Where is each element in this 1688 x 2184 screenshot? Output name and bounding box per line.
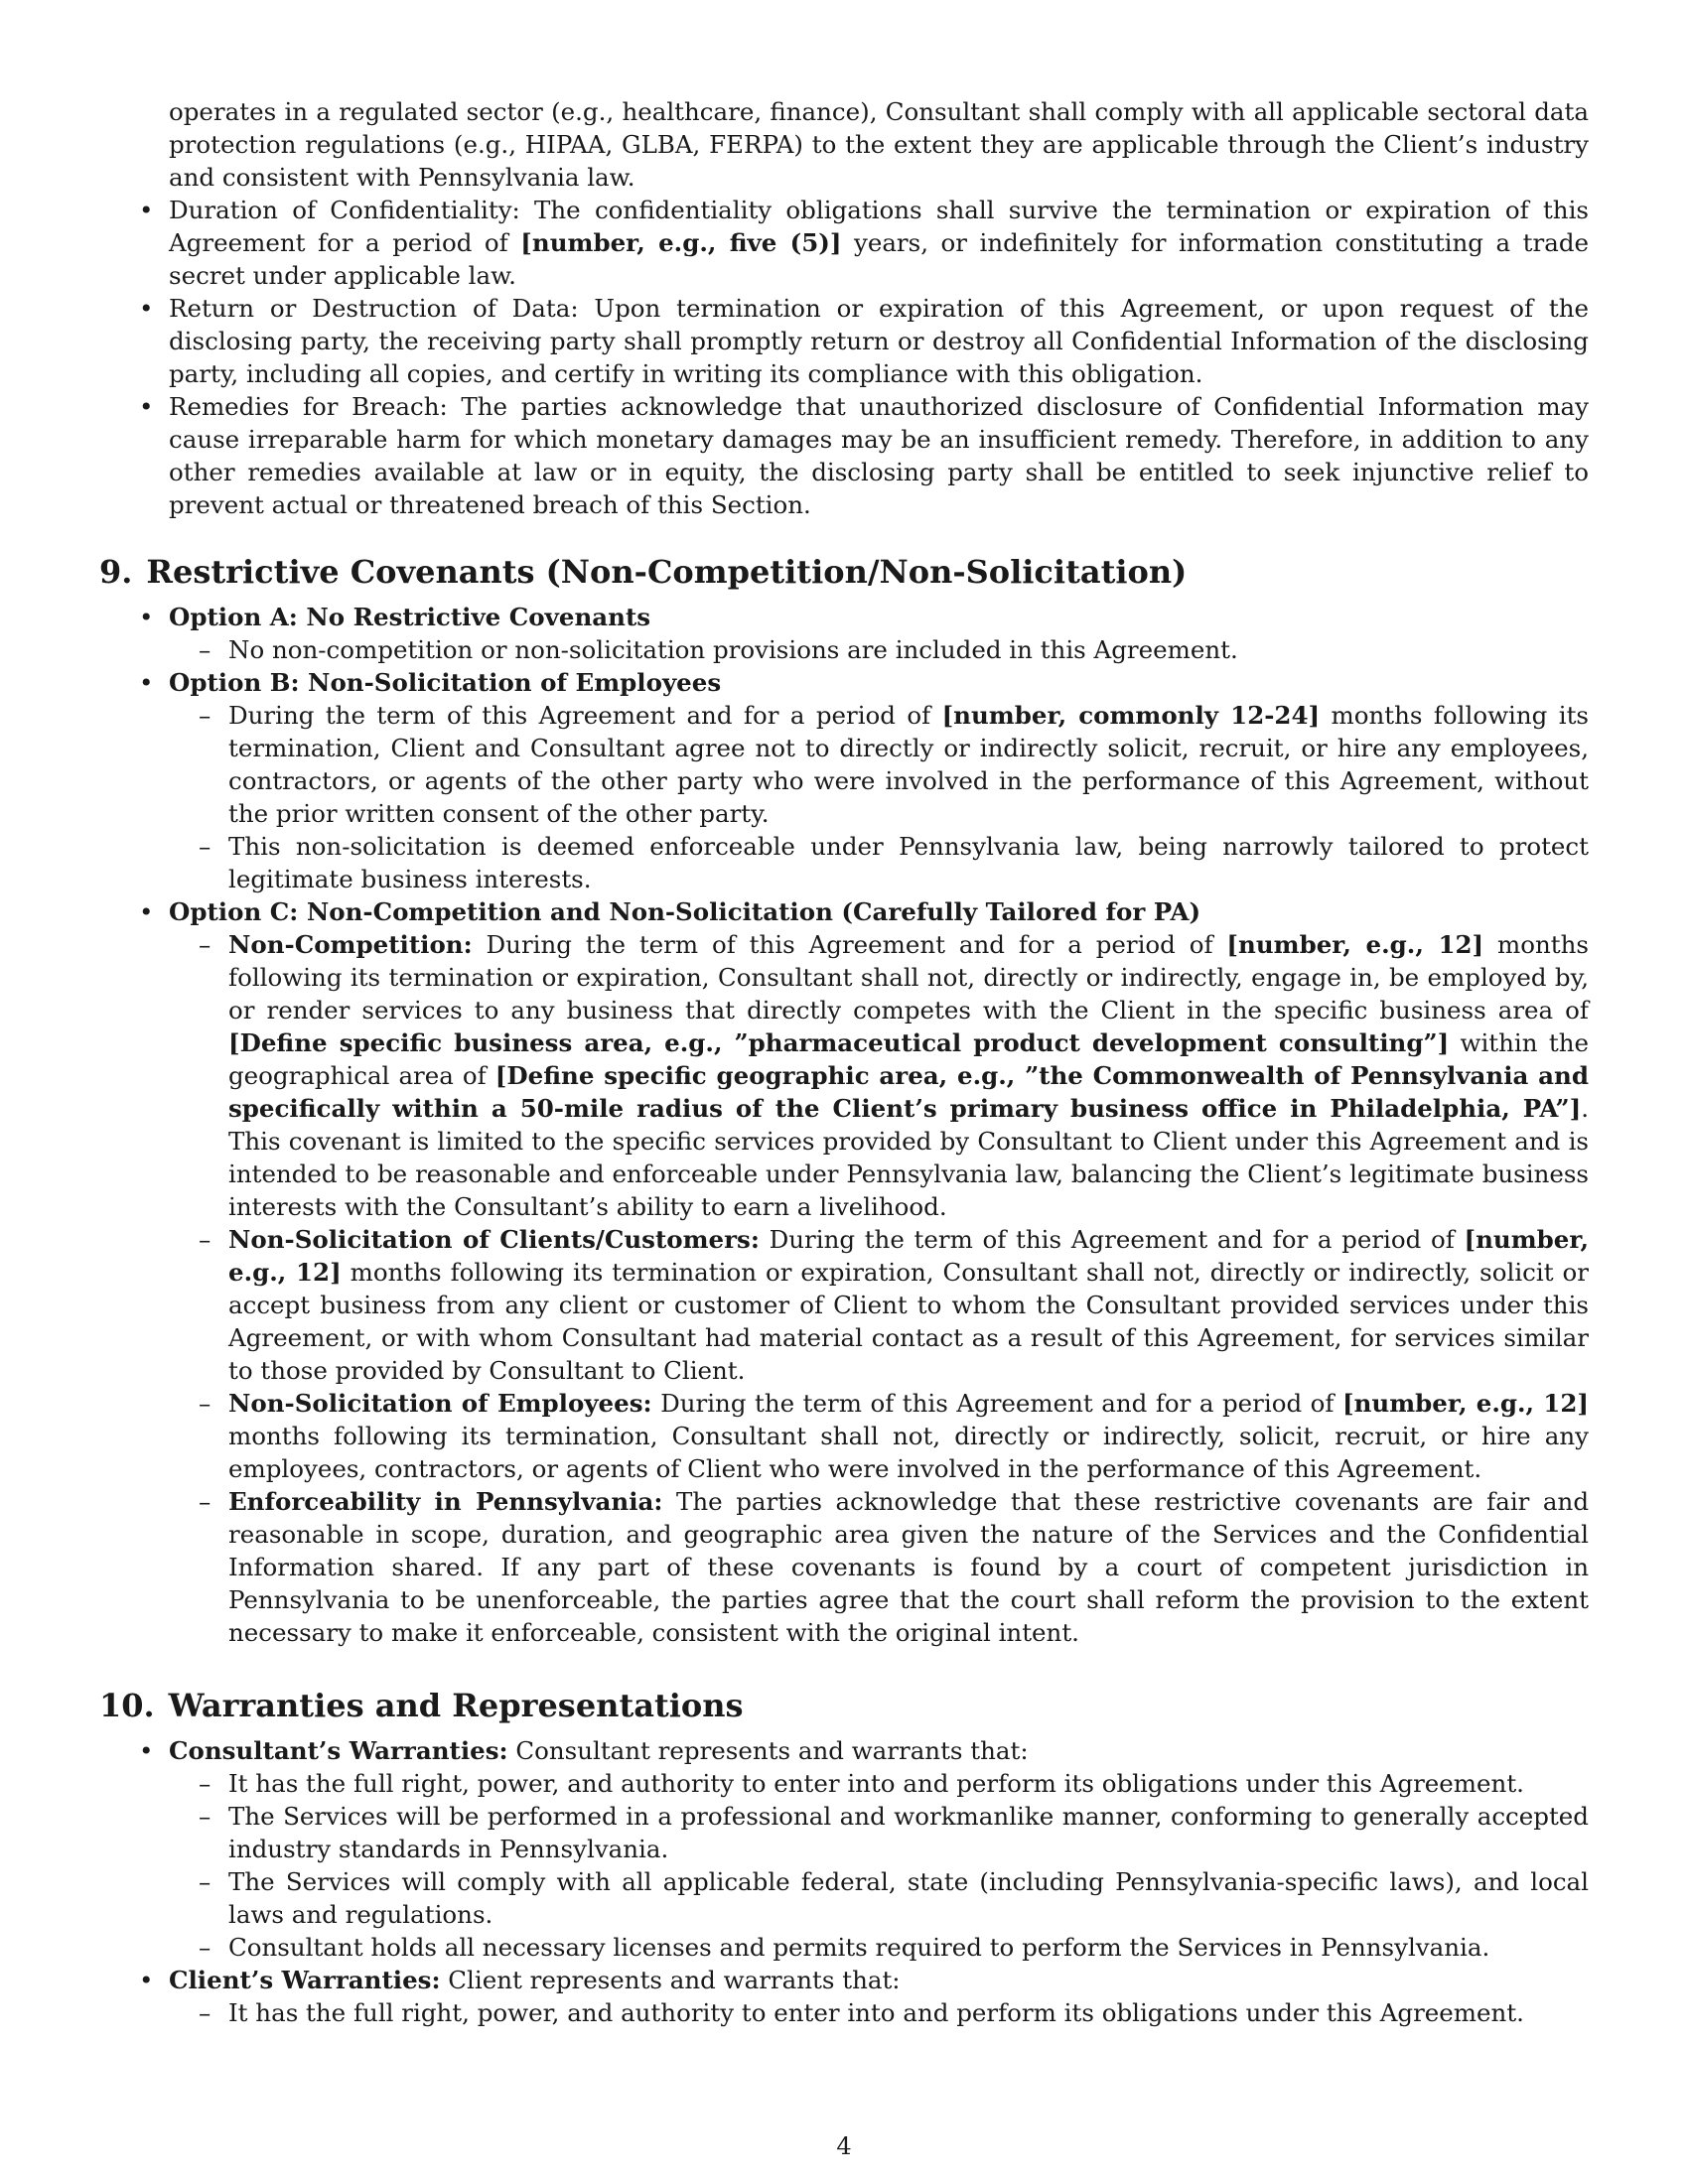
list-item: – Consultant holds all necessary licenses and permits required to perform the Services in Pennsylvania. xyxy=(228,1931,1589,1964)
option-a xyxy=(169,601,1589,666)
confidentiality-continuation: operates in a regulated sector (e.g., healthcare, finance), Consultant shall comply with all applicable sectoral data protection regulations (e.g., HIPAA, GLBA, FERPA) to the extent they are applicable through the Client’s industry and consistent with Pennsylvania law. xyxy=(169,97,1589,192)
list-item-duration: • Duration of Confidentiality: The confidentiality obligations shall survive the termination or expiration of this Agreement for a period of [number, e.g., five (5)] years, or indefinitely for information constituting a trade secret under applicable law. xyxy=(169,194,1589,292)
option-a-title: Option A: No Restrictive Covenants xyxy=(169,603,651,631)
list-item: – The Services will be performed in a professional and workmanlike manner, conforming to generally accepted industry standards in Pennsylvania. xyxy=(228,1800,1589,1865)
option-c-non-solicitation-employees: – Non-Solicitation of Employees: During the term of this Agreement and for a period of [number, e.g., 12] months following its termination, Consultant shall not, directly or indirectly, solicit, recruit, or hire any employees, contractors, or agents of Client who were involved in the performance of this Agreement. xyxy=(228,1387,1589,1485)
option-b-item: – This non-solicitation is deemed enforceable under Pennsylvania law, being narrowly tailored to protect legitimate business interests. xyxy=(228,830,1589,895)
option-c-non-competition: – Non-Competition: During the term of this Agreement and for a period of [number, e.g., 12] months following its termination or expiration, Consultant shall not, directly or indirectly, engage in, be employed by, or render services to any business that directly competes with the Client in the specific business area of [Define specific business area, e.g., ”pharmaceutical product development consulting”] within the geographical area of [Define specific geographic area, e.g., ”the Commonwealth of Pennsylvania and specifically within a 50-mile radius of the Client’s primary business office in Philadelphia, PA”]. This covenant is limited to the specific services provided by Consultant to Client under this Agreement and is intended to be reasonable and enforceable under Pennsylvania law, balancing the Client’s legitimate business interests with the Consultant’s ability to earn a livelihood. xyxy=(228,928,1589,1223)
section-9-options xyxy=(99,601,1589,1649)
option-b-item: – During the term of this Agreement and for a period of [number, commonly 12-24] months following its termination, Client and Consultant agree not to directly or indirectly solicit, recruit, or hire any employees, contractors, or agents of the other party who were involved in the performance of this Agreement, without the prior written consent of the other party. xyxy=(228,699,1589,830)
section-10-warranties xyxy=(99,1734,1589,2029)
option-c-title: Option C: Non-Competition and Non-Solicitation (Carefully Tailored for PA) xyxy=(169,897,1201,926)
list-item-remedies: • Remedies for Breach: The parties acknowledge that unauthorized disclosure of Confidential Information may cause irreparable harm for which monetary damages may be an insufficient remedy. Therefore, in addition to any other remedies available at law or in equity, the disclosing party shall be entitled to seek injunctive relief to prevent actual or threatened breach of this Section. xyxy=(169,390,1589,521)
confidentiality-list xyxy=(99,194,1589,521)
client-warranties: • Client’s Warranties: Client represents and warrants that: – It has the full right, power, and authority to enter into and perform its obligations under this Agreement. xyxy=(169,1964,1589,2029)
list-item: – The Services will comply with all applicable federal, state (including Pennsylvania-specific laws), and local laws and regulations. xyxy=(228,1865,1589,1931)
list-item-return-destruction: • Return or Destruction of Data: Upon termination or expiration of this Agreement, or upon request of the disclosing party, the receiving party shall promptly return or destroy all Confidential Information of the disclosing party, including all copies, and certify in writing its compliance with this obligation. xyxy=(169,292,1589,390)
consultant-warranties: • Consultant’s Warranties: Consultant represents and warrants that: – It has the full right, power, and authority to enter into and perform its obligations under this Agreement. – The Services will be performed in a professional and workmanlike manner, conforming to generally accepted industry standards in Pennsylvania. – The Services will comply with all applicable federal, state (including Pennsylvania-specific laws), and local laws and regulations. – Consultant holds all necessary licenses and permits required to perform the Services in Pennsylvania. xyxy=(169,1734,1589,1964)
list-item: – It has the full right, power, and authority to enter into and perform its obligations under this Agreement. xyxy=(228,1996,1589,2029)
document-body xyxy=(99,95,1589,2029)
option-b-title: Option B: Non-Solicitation of Employees xyxy=(169,668,722,697)
option-c-enforceability: – Enforceability in Pennsylvania: The parties acknowledge that these restrictive covenants are fair and reasonable in scope, duration, and geographic area given the nature of the Services and the Confidential Information shared. If any part of these covenants is found by a court of competent jurisdiction in Pennsylvania to be unenforceable, the parties agree that the court shall reform the provision to the extent necessary to make it enforceable, consistent with the original intent. xyxy=(228,1485,1589,1649)
list-item: – It has the full right, power, and authority to enter into and perform its obligations under this Agreement. xyxy=(228,1767,1589,1800)
page-number: 4 xyxy=(836,2132,852,2160)
option-c-non-solicitation-clients: – Non-Solicitation of Clients/Customers: During the term of this Agreement and for a period of [number, e.g., 12] months following its termination or expiration, Consultant shall not, directly or indirectly, solicit or accept business from any client or customer of Client to whom the Consultant provided services under this Agreement, or with whom Consultant had material contact as a result of this Agreement, for services similar to those provided by Consultant to Client. xyxy=(228,1223,1589,1387)
option-b xyxy=(169,666,1589,895)
section-10-heading: 10. Warranties and Representations xyxy=(99,1687,744,1724)
section-9-heading: 9. Restrictive Covenants (Non-Competition/Non-Solicitation) xyxy=(99,553,1188,591)
placeholder-duration: [number, e.g., five (5)] xyxy=(520,228,842,257)
option-a-item: – No non-competition or non-solicitation provisions are included in this Agreement. xyxy=(228,633,1589,666)
option-c xyxy=(169,895,1589,1649)
